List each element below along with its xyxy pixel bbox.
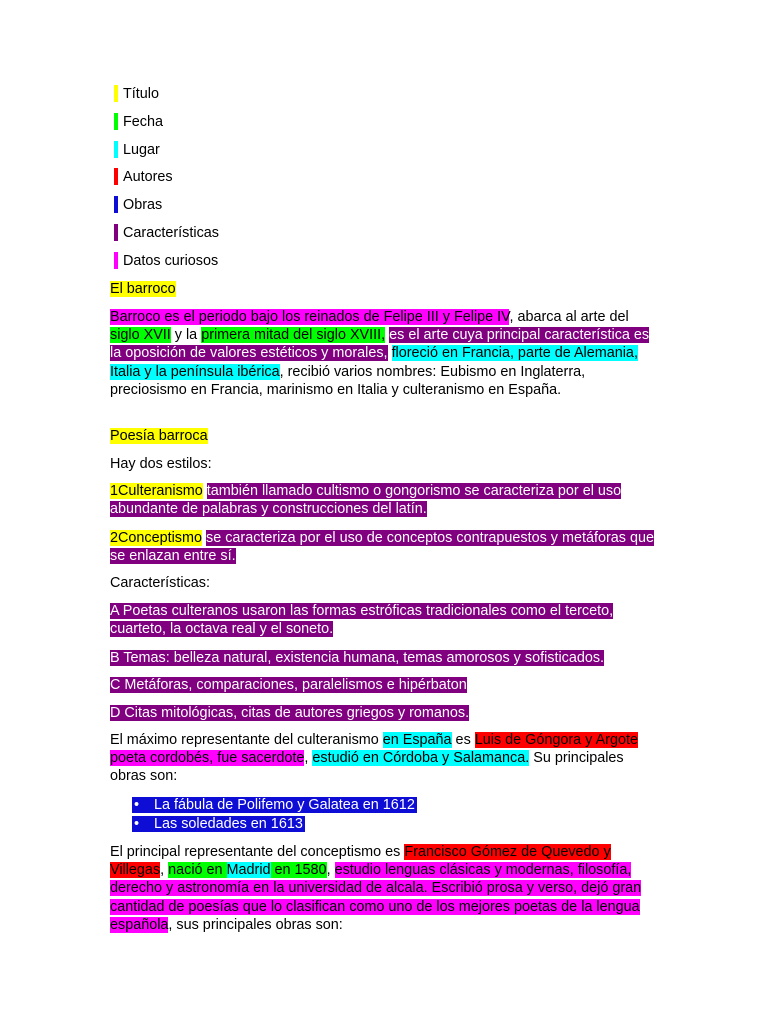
highlighted-text: nació en bbox=[168, 862, 227, 879]
highlighted-text: primera mitad del siglo XVIII, bbox=[201, 327, 386, 344]
highlighted-text: se caracteriza por el uso de conceptos contrapuestos y metáforas que se enlazan entre sí. bbox=[110, 530, 654, 565]
text-run: es bbox=[451, 732, 475, 748]
highlighted-text: en 1580 bbox=[270, 862, 327, 879]
text-run: El máximo representante del culteranismo bbox=[110, 732, 383, 748]
paragraph-el-barroco-title bbox=[110, 280, 655, 298]
text-run: , sus principales obras son: bbox=[168, 916, 343, 933]
highlighted-text: también llamado cultismo o gongorismo se caracteriza por el uso abundante de palabras y construcciones del latín. bbox=[110, 483, 622, 518]
work-title: Las soledades en 1613 bbox=[154, 816, 303, 832]
highlighted-text: D Citas mitológicas, citas de autores griegos y romanos. bbox=[110, 705, 470, 721]
highlighted-text: C Metáforas, comparaciones, paralelismos e hipérbaton bbox=[110, 677, 467, 693]
highlighted-text: estudio lenguas clásicas y modernas, filosofía, derecho y astronomía en la universidad de alcala. Escribió prosa y verso, dejó gran cantidad de poesías que lo clasifican como uno de los mejores poetas de la lengua española bbox=[110, 862, 642, 933]
highlighted-text: en España bbox=[382, 732, 452, 748]
legend-label: Lugar bbox=[123, 141, 160, 158]
paragraph-caracteristicas-heading bbox=[110, 574, 655, 592]
gongora-works-list bbox=[132, 796, 652, 834]
paragraph-barroco-definition bbox=[110, 308, 655, 399]
legend-label: Características bbox=[123, 224, 219, 241]
legend-item bbox=[114, 196, 219, 224]
text-run: Su principales obras son: bbox=[110, 750, 624, 785]
legend-color-swatch bbox=[114, 168, 118, 185]
paragraph-gongora bbox=[110, 731, 655, 786]
text-run: , bbox=[160, 862, 169, 879]
paragraph-poesia-barroca-title bbox=[110, 427, 655, 445]
bullet-icon: • bbox=[134, 816, 140, 832]
highlighted-text: poeta cordobés, fue sacerdote bbox=[110, 750, 305, 767]
text-run bbox=[388, 345, 392, 361]
legend-label: Título bbox=[123, 86, 159, 102]
text-run: , abarca al arte del bbox=[509, 309, 629, 325]
text-run: y la bbox=[170, 327, 202, 344]
highlighted-text: Madrid bbox=[226, 862, 271, 879]
legend-item bbox=[114, 224, 219, 252]
highlighted-text: 1Culteranismo bbox=[110, 483, 203, 499]
paragraph-conceptismo bbox=[110, 529, 655, 565]
highlighted-text: estudió en Córdoba y Salamanca. bbox=[312, 750, 530, 767]
paragraph-caracteristica-b bbox=[110, 649, 655, 667]
text-run: Características: bbox=[110, 575, 210, 591]
legend-label: Autores bbox=[123, 169, 173, 186]
text-run: El principal representante del conceptismo es bbox=[110, 844, 405, 860]
highlighted-text: El barroco bbox=[110, 281, 176, 297]
paragraph-dos-estilos bbox=[110, 455, 655, 473]
paragraph-caracteristica-c bbox=[110, 676, 655, 694]
highlighted-text: B Temas: belleza natural, existencia humana, temas amorosos y sofisticados. bbox=[110, 650, 605, 666]
list-item bbox=[132, 796, 652, 815]
bullet-icon: • bbox=[134, 797, 140, 813]
highlighted-text: es el arte cuya principal característica es la oposición de valores estéticos y morales, bbox=[110, 327, 650, 362]
list-item bbox=[132, 815, 652, 834]
legend-item bbox=[114, 141, 219, 169]
legend-color-swatch bbox=[114, 141, 118, 158]
paragraph-caracteristica-d bbox=[110, 704, 655, 722]
text-run: , bbox=[304, 750, 313, 767]
highlighted-text: Francisco Gómez de Quevedo y Villegas bbox=[110, 844, 611, 879]
legend-label: Datos curiosos bbox=[123, 252, 219, 269]
color-legend bbox=[114, 85, 219, 280]
text-run: Hay dos estilos: bbox=[110, 456, 212, 472]
highlighted-text: floreció en Francia, parte de Alemania, Italia y la península ibérica bbox=[110, 345, 638, 380]
highlighted-text: 2Conceptismo bbox=[110, 530, 202, 546]
legend-item bbox=[114, 168, 219, 196]
legend-color-swatch bbox=[114, 113, 118, 130]
paragraph-caracteristica-a bbox=[110, 602, 655, 638]
legend-color-swatch bbox=[114, 85, 118, 102]
text-run: , bbox=[326, 862, 335, 879]
legend-label: Fecha bbox=[123, 113, 163, 130]
highlighted-text: siglo XVII bbox=[110, 327, 171, 344]
legend-color-swatch bbox=[114, 252, 118, 269]
highlighted-text: A Poetas culteranos usaron las formas estróficas tradicionales como el terceto, cuarteto, la octava real y el soneto. bbox=[110, 603, 614, 638]
paragraph-quevedo bbox=[110, 843, 655, 934]
legend-item bbox=[114, 113, 219, 141]
legend-item bbox=[114, 252, 219, 280]
legend-item bbox=[114, 85, 219, 113]
legend-color-swatch bbox=[114, 224, 118, 241]
highlighted-text: Poesía barroca bbox=[110, 428, 208, 444]
work-title: La fábula de Polifemo y Galatea en 1612 bbox=[154, 797, 415, 813]
paragraph-culteranismo bbox=[110, 482, 655, 518]
highlighted-text: Barroco es el periodo bajo los reinados de Felipe III y Felipe IV bbox=[110, 309, 510, 325]
legend-label: Obras bbox=[123, 197, 163, 214]
highlighted-text: Luis de Góngora y Argote bbox=[474, 732, 638, 748]
text-run: , recibió varios nombres: Eubismo en Inglaterra, preciosismo en Francia, marinismo en Italia y culteranismo en España. bbox=[110, 363, 586, 398]
legend-color-swatch bbox=[114, 196, 118, 213]
